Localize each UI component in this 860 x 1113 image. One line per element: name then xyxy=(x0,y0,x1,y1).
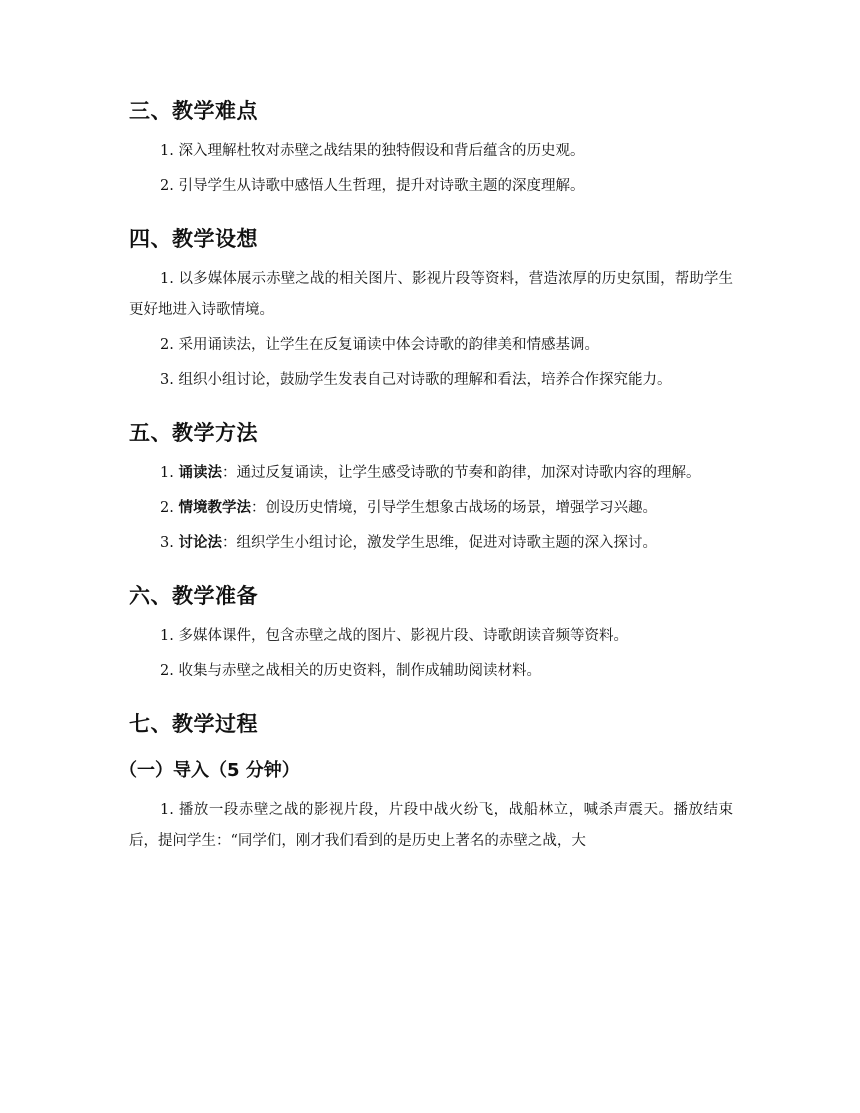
method-term: 情境教学法 xyxy=(178,500,251,516)
section-teaching-ideas xyxy=(129,224,733,396)
section-teaching-preparation xyxy=(129,581,733,687)
method-description: ：通过反复诵读，让学生感受诗歌的节奏和韵律，加深对诗歌内容的理解。 xyxy=(221,465,701,481)
method-description: ：组织学生小组讨论，激发学生思维，促进对诗歌主题的深入探讨。 xyxy=(221,535,657,551)
paragraph: 1. 以多媒体展示赤壁之战的相关图片、影视片段等资料，营造浓厚的历史氛围，帮助学生更好地进入诗歌情境。 xyxy=(129,271,733,318)
paragraph xyxy=(129,528,733,559)
section-teaching-process xyxy=(119,709,733,857)
paragraph xyxy=(129,493,733,524)
method-term: 诵读法 xyxy=(178,465,222,481)
section-teaching-methods xyxy=(129,418,733,559)
section-heading: 六、教学准备 xyxy=(129,584,258,608)
item-number: 2. xyxy=(160,500,179,516)
section-heading: 五、教学方法 xyxy=(129,421,258,445)
paragraph: 3. 组织小组讨论，鼓励学生发表自己对诗歌的理解和看法，培养合作探究能力。 xyxy=(160,372,672,388)
section-heading: 三、教学难点 xyxy=(129,99,258,123)
paragraph: 1. 深入理解杜牧对赤壁之战结果的独特假设和背后蕴含的历史观。 xyxy=(160,143,585,159)
paragraph: 1. 多媒体课件，包含赤壁之战的图片、影视片段、诗歌朗读音频等资料。 xyxy=(160,628,628,644)
section-teaching-difficulties xyxy=(129,96,733,202)
section-heading: 四、教学设想 xyxy=(129,227,258,251)
method-term: 讨论法 xyxy=(178,535,222,551)
section-heading: 七、教学过程 xyxy=(129,712,258,736)
document-content xyxy=(119,96,733,861)
paragraph xyxy=(129,458,733,489)
paragraph: 2. 采用诵读法，让学生在反复诵读中体会诗歌的韵律美和情感基调。 xyxy=(160,337,599,353)
paragraph: 2. 引导学生从诗歌中感悟人生哲理，提升对诗歌主题的深度理解。 xyxy=(160,178,585,194)
method-description: ：创设历史情境，引导学生想象古战场的场景，增强学习兴趣。 xyxy=(250,500,657,516)
paragraph: 1. 播放一段赤壁之战的影视片段，片段中战火纷飞，战船林立，喊杀声震天。播放结束后，提问学生：“同学们，刚才我们看到的是历史上著名的赤壁之战，大 xyxy=(129,802,733,849)
item-number: 3. xyxy=(160,535,179,551)
subsection-heading: （一）导入（5 分钟） xyxy=(119,760,300,781)
item-number: 1. xyxy=(160,465,179,481)
paragraph: 2. 收集与赤壁之战相关的历史资料，制作成辅助阅读材料。 xyxy=(160,663,541,679)
